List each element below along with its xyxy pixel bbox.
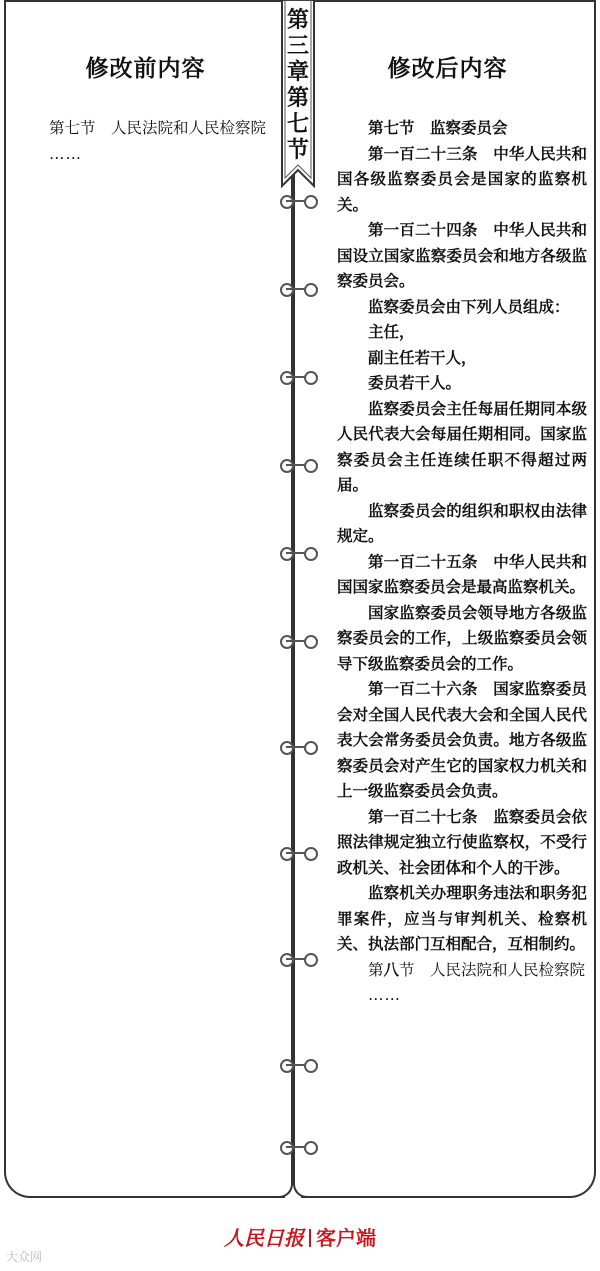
binding-ring-icon xyxy=(280,194,318,208)
chapter-char: 第 xyxy=(286,8,309,33)
after-paragraph: 主任， xyxy=(368,323,415,341)
watermark: 大众网 xyxy=(6,1250,43,1264)
after-paragraph: 国家监察委员会领导地方各级监察委员会的工作，上级监察委员会领导下级监察委员会的工作。 xyxy=(337,603,587,673)
binding-ring-icon xyxy=(280,458,318,472)
brand-client: 客户端 xyxy=(316,1226,376,1250)
after-paragraph: 监察委员会由下列人员组成： xyxy=(368,297,570,316)
footer-logo xyxy=(0,1222,600,1251)
brand-divider xyxy=(309,1229,311,1247)
next-section-prefix: 第 xyxy=(368,960,384,979)
binding-ring-icon xyxy=(280,634,318,648)
next-section-number: 八 xyxy=(383,960,400,979)
binding-ring-icon xyxy=(280,740,318,754)
next-section-rest: 节 人民法院和人民检察院 xyxy=(399,960,586,979)
after-panel xyxy=(301,0,596,1198)
after-paragraph: 第一百二十五条 中华人民共和国国家监察委员会是最高监察机关。 xyxy=(337,552,587,596)
chapter-char: 节 xyxy=(286,138,309,163)
before-ellipsis: …… xyxy=(49,144,82,163)
after-content xyxy=(337,116,587,1009)
chapter-char: 三 xyxy=(286,34,309,59)
before-title: 修改前内容 xyxy=(85,56,206,82)
after-next-section xyxy=(337,958,587,984)
brand-name: 人民日报 xyxy=(224,1226,304,1250)
after-paragraph: 第一百二十七条 监察委员会依照法律规定独立行使监察权，不受行政机关、社会团体和个人的干涉。 xyxy=(337,807,587,877)
binding-ring-icon xyxy=(280,370,318,384)
after-title: 修改后内容 xyxy=(387,56,508,82)
after-ellipsis: …… xyxy=(368,986,401,1004)
after-paragraph: 监察委员会的组织和职权由法律规定。 xyxy=(337,501,587,545)
binding-ring-icon xyxy=(280,1140,318,1154)
after-paragraph: 委员若干人。 xyxy=(368,374,462,392)
after-paragraph: 第一百二十六条 国家监察委员会对全国人民代表大会和全国人民代表大会常务委员会负责。地方各级监察委员会对产生它的国家权力机关和上一级监察委员会负责。 xyxy=(337,680,587,800)
chapter-label xyxy=(280,8,316,164)
before-section: 第七节 人民法院和人民检察院 xyxy=(49,119,267,137)
before-panel xyxy=(4,0,285,1198)
before-content xyxy=(18,116,268,167)
after-paragraph: 监察委员会主任每届任期同本级人民代表大会每届任期相同。国家监察委员会主任连续任职不得超过两届。 xyxy=(337,399,587,494)
after-paragraph: 第一百二十四条 中华人民共和国设立国家监察委员会和地方各级监察委员会。 xyxy=(337,221,587,290)
binding-ring-icon xyxy=(280,282,318,296)
binding-ring-icon xyxy=(280,1058,318,1072)
binding-ring-icon xyxy=(280,952,318,966)
chapter-char: 第 xyxy=(286,86,309,111)
after-paragraph: 副主任若干人， xyxy=(368,348,477,367)
binding-ring-icon xyxy=(280,846,318,860)
after-paragraph: 第一百二十三条 中华人民共和国各级监察委员会是国家的监察机关。 xyxy=(337,144,587,214)
after-paragraph: 监察机关办理职务违法和职务犯罪案件，应当与审判机关、检察机关、执法部门互相配合，互相制约。 xyxy=(337,884,587,953)
chapter-bookmark xyxy=(280,0,316,190)
chapter-char: 章 xyxy=(286,60,309,85)
chapter-char: 七 xyxy=(286,112,309,137)
binding-ring-icon xyxy=(280,546,318,560)
after-paragraph: 第七节 监察委员会 xyxy=(368,119,508,137)
